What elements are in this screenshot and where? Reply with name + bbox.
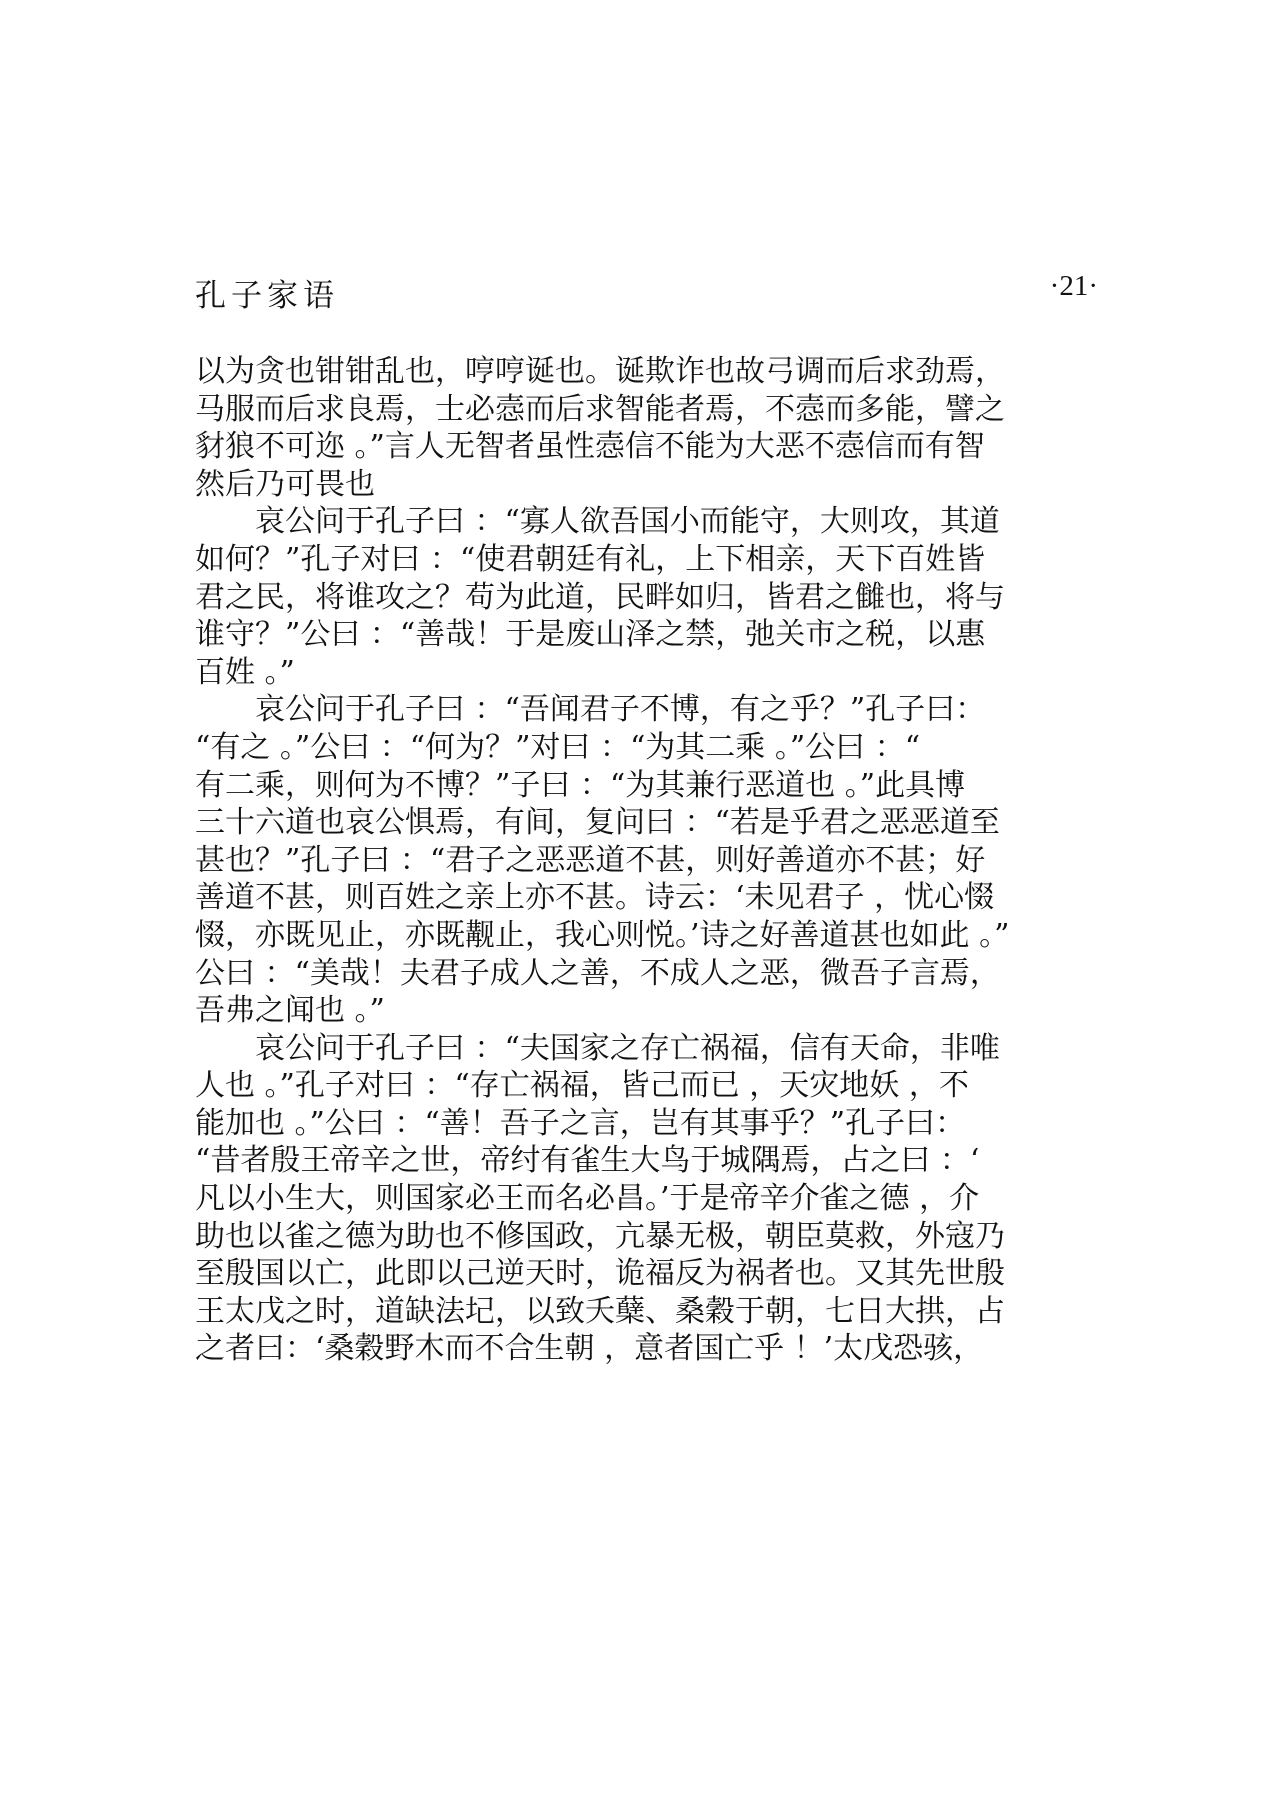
text-line: 哀公问于孔子曰 ：“夫国家之存亡祸福，信有天命，非唯 <box>195 1030 1000 1066</box>
text-line: 之者曰：‘桑穀野木而不合生朝 ，意者国亡乎 ！’太戊恐骇， <box>195 1331 984 1367</box>
text-line: 凡以小生大，则国家必王而名必昌。’于是帝辛介雀之德 ，介 <box>195 1181 980 1217</box>
text-line: 马服而后求良焉，士必悫而后求智能者焉，不悫而多能，譬之 <box>195 391 1005 427</box>
text-line: 三十六道也哀公惧焉，有间，复问曰 ：“若是乎君之恶恶道至 <box>195 805 1000 841</box>
running-header-title: 孔子家语 <box>195 278 339 314</box>
text-line: 谁守？”公曰 ：“善哉！于是废山泽之禁，弛关市之税，以惠 <box>195 617 986 653</box>
text-line: 至殷国以亡，此即以己逆天时，诡福反为祸者也。又其先世殷 <box>195 1256 1005 1292</box>
text-line: 哀公问于孔子曰 ：“吾闻君子不博，有之乎？”孔子曰： <box>195 692 986 728</box>
text-line: 善道不甚，则百姓之亲上亦不甚。诗云：‘未见君子 ，忧心惙 <box>195 880 995 916</box>
text-line: 王太戊之时，道缺法圮，以致夭蘖、桑穀于朝，七日大拱，占 <box>195 1293 1005 1329</box>
body-text <box>195 353 1095 1368</box>
text-line: 甚也？”孔子曰 ：“君子之恶恶道不甚，则好善道亦不甚；好 <box>195 842 986 878</box>
text-line: “昔者殷王帝辛之世，帝纣有雀生大鸟于城隅焉，占之曰 ：‘ <box>195 1143 980 1179</box>
text-line: 能加也 。”公曰 ：“善！吾子之言，岂有其事乎？”孔子曰： <box>195 1105 966 1141</box>
text-line: 豺狼不可迩 。”言人无智者虽性悫信不能为大恶不悫信而有智 <box>195 429 985 465</box>
text-line: 君之民，将谁攻之？苟为此道，民畔如归，皆君之雠也，将与 <box>195 579 1005 615</box>
text-line: 然后乃可畏也 <box>195 466 375 502</box>
text-line: 公曰 ：“美哉！夫君子成人之善，不成人之恶，微吾子言焉， <box>195 955 1000 991</box>
text-line: 如何？”孔子对曰 ：“使君朝廷有礼，上下相亲，天下百姓皆 <box>195 541 986 577</box>
text-line: 助也以雀之德为助也不修国政，亢暴无极，朝臣莫救，外寇乃 <box>195 1218 1005 1254</box>
text-line: 以为贪也钳钳乱也，哼哼诞也。诞欺诈也故弓调而后求劲焉， <box>195 354 1005 389</box>
text-line: 百姓 。” <box>195 654 295 690</box>
text-line: 哀公问于孔子曰 ：“寡人欲吾国小而能守，大则攻，其道 <box>195 504 1000 540</box>
page-number: ·21· <box>1049 270 1098 302</box>
text-line: 有二乘，则何为不博？”子曰 ：“为其兼行恶道也 。”此具博 <box>195 767 966 803</box>
text-line: 人也 。”孔子对曰 ：“存亡祸福，皆己而已 ，天灾地妖 ，不 <box>195 1068 969 1104</box>
text-line: “有之 。”公曰 ：“何为？”对曰 ：“为其二乘 。”公曰 ：“ <box>195 729 921 765</box>
text-line: 吾弗之闻也 。” <box>195 993 385 1029</box>
text-line: 惙，亦既见止，亦既觏止，我心则悦。’诗之好善道甚也如此 。” <box>195 917 1010 953</box>
